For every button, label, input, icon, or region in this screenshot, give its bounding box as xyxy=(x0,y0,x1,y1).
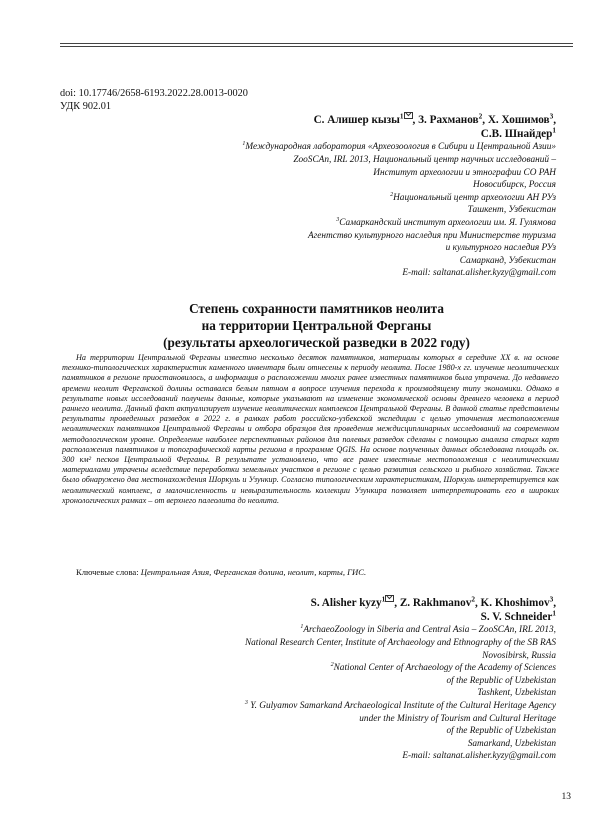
affiliation-line: $^2$Национальный центр археологии АН РУз xyxy=(390,191,556,203)
en-author-block xyxy=(150,595,556,763)
keywords xyxy=(76,567,366,578)
ru-author-3: , Х. Хошимов xyxy=(482,114,550,126)
abstract: На территории Центральной Ферганы известно несколько десяток памятников, материалы которых в середине XX в. на основе технико-типологических характеристик каменного инвентаря были отнесены к периоду неолита. После 1980-х гг. изучение неолитических памятников в регионе приостановилось, а информация о расположении многих ранее известных памятников была утрачена. До недавнего времени неолит Ферганской долины оставался белым пятном в вопросе изучения перехода к производящему типу экономики. Однако в результате новых исследований получены данные, которые указывают на изменение экономической основы древнего человека в период раннего неолита. Данный факт актуализирует изучение неолитических комплексов Центральной Ферганы. В данной статье представлены результаты проведенных разведок в 2022 г. в рамках работ российско-узбекской экспедиции с целью уточнения местоположения неолитических памятников Центральной Ферганы и отбора образцов для проведения междисциплинарных исследований на современном методологическом уровне. Определение наиболее перспективных районов для полевых разведок сделаны с помощью анализа старых карт расположения памятников и топографической карты региона в программе QGIS. На основе полученных данных обследована площадь ок. 300 км² песков Центральной Ферганы. В результате установлено, что все ранее известные местоположения с неолитическими материалами утрачены вследствие переработки земельных участков в регионе с целью развития сельского и рыбного хозяйства. Также было обнаружено два местонахождения Шоркуль и Узункир. Согласно типологическим характеристикам, Шоркуль интерпретируется как неолитический комплекс, а малочисленность и невыразительность коллекции Узункира позволяет интерпретировать его в широких хронологических рамках – от верхнего палеолита до неолита. xyxy=(62,353,559,505)
ru-author-1: С. Алишер кызы xyxy=(313,114,400,126)
header-rule-secondary xyxy=(60,46,573,47)
header-rule xyxy=(60,43,573,44)
affiliation-line: $^3$Самаркандский институт археологии им. Я. Гулямова xyxy=(336,216,556,228)
ru-affiliations xyxy=(150,141,556,280)
title-line: на территории Центральной Ферганы xyxy=(201,318,432,334)
title-line: (результаты археологической разведки в 2022 году) xyxy=(163,335,470,351)
en-author-3: , K. Khoshimov xyxy=(474,597,550,609)
affiliation-line: $^1$Международная лаборатория «Археозоология в Сибири и Центральной Азии» xyxy=(242,141,556,153)
affiliation-line: $^1$ArchaeoZoology in Siberia and Central Asia – ZooSCAn, IRL 2013, xyxy=(300,624,556,636)
doi-line: doi: 10.17746/2658-6193.2022.28.0013-0020 xyxy=(60,88,248,99)
affiliation-line: Новосибирск, Россия xyxy=(472,180,556,191)
affiliation-line: Tashkent, Uzbekistan xyxy=(477,688,556,699)
en-author-4: S. V. Schneider xyxy=(480,611,553,624)
keywords-value: Центральная Азия, Ферганская долина, неолит, карты, ГИС. xyxy=(140,567,367,577)
affiliation-line: ZooSCAn, IRL 2013, Национальный центр научных исследований – xyxy=(293,155,556,165)
ru-authors: С. Алишер кызы$^1$ , З. Рахманов$^2$, Х. Хошимов$^3$, С.В. Шнайдер$^1$ xyxy=(313,112,556,141)
en-affiliations xyxy=(150,624,556,763)
en-author-1: S. Alisher kyzy xyxy=(310,597,382,609)
envelope-icon xyxy=(385,595,394,602)
affiliation-line: of the Republic of Uzbekistan xyxy=(446,675,556,686)
affiliation-line: Институт археологии и этнографии СО РАН xyxy=(373,167,556,178)
affiliation-line: и культурного наследия РУз xyxy=(445,243,556,254)
envelope-icon xyxy=(404,112,413,119)
title-line: Степень сохранности памятников неолита xyxy=(189,301,444,316)
affiliation-line: under the Ministry of Tourism and Cultural Heritage xyxy=(359,713,556,724)
affiliation-line: Агентство культурного наследия при Министерстве туризма xyxy=(307,230,556,241)
affiliation-line: National Research Center, Institute of Archaeology and Ethnography of the SB RAS xyxy=(244,638,556,648)
page-number: 13 xyxy=(561,792,571,802)
affiliation-line: E-mail: saltanat.alisher.kyzy@gmail.com xyxy=(402,268,556,279)
affiliation-line: Ташкент, Узбекистан xyxy=(467,205,556,216)
ru-author-block xyxy=(150,112,556,280)
ru-author-2: , З. Рахманов xyxy=(412,114,479,126)
affiliation-line: Samarkand, Uzbekistan xyxy=(467,738,556,749)
ru-author-4: С.В. Шнайдер xyxy=(480,128,553,141)
affiliation-line: E-mail: saltanat.alisher.kyzy@gmail.com xyxy=(402,751,556,762)
en-author-2: , Z. Rakhmanov xyxy=(394,597,472,609)
affiliation-line: $^2$National Center of Archaeology of the Academy of Sciences xyxy=(330,662,556,674)
affiliation-line: of the Republic of Uzbekistan xyxy=(446,726,556,737)
affiliation-line: Novosibirsk, Russia xyxy=(482,650,556,661)
udk-line: УДК 902.01 xyxy=(60,101,112,112)
en-authors: S. Alisher kyzy$^1$ , Z. Rakhmanov$^2$, K. Khoshimov$^3$, S. V. Schneider$^1$ xyxy=(310,595,556,624)
affiliation-line: Самарканд, Узбекистан xyxy=(459,255,556,266)
article-title xyxy=(60,300,573,352)
keywords-label: Ключевые слова: xyxy=(76,567,141,577)
affiliation-line: $^3$ Y. Gulyamov Samarkand Archaeological Institute of the Cultural Heritage Agency xyxy=(244,699,556,711)
